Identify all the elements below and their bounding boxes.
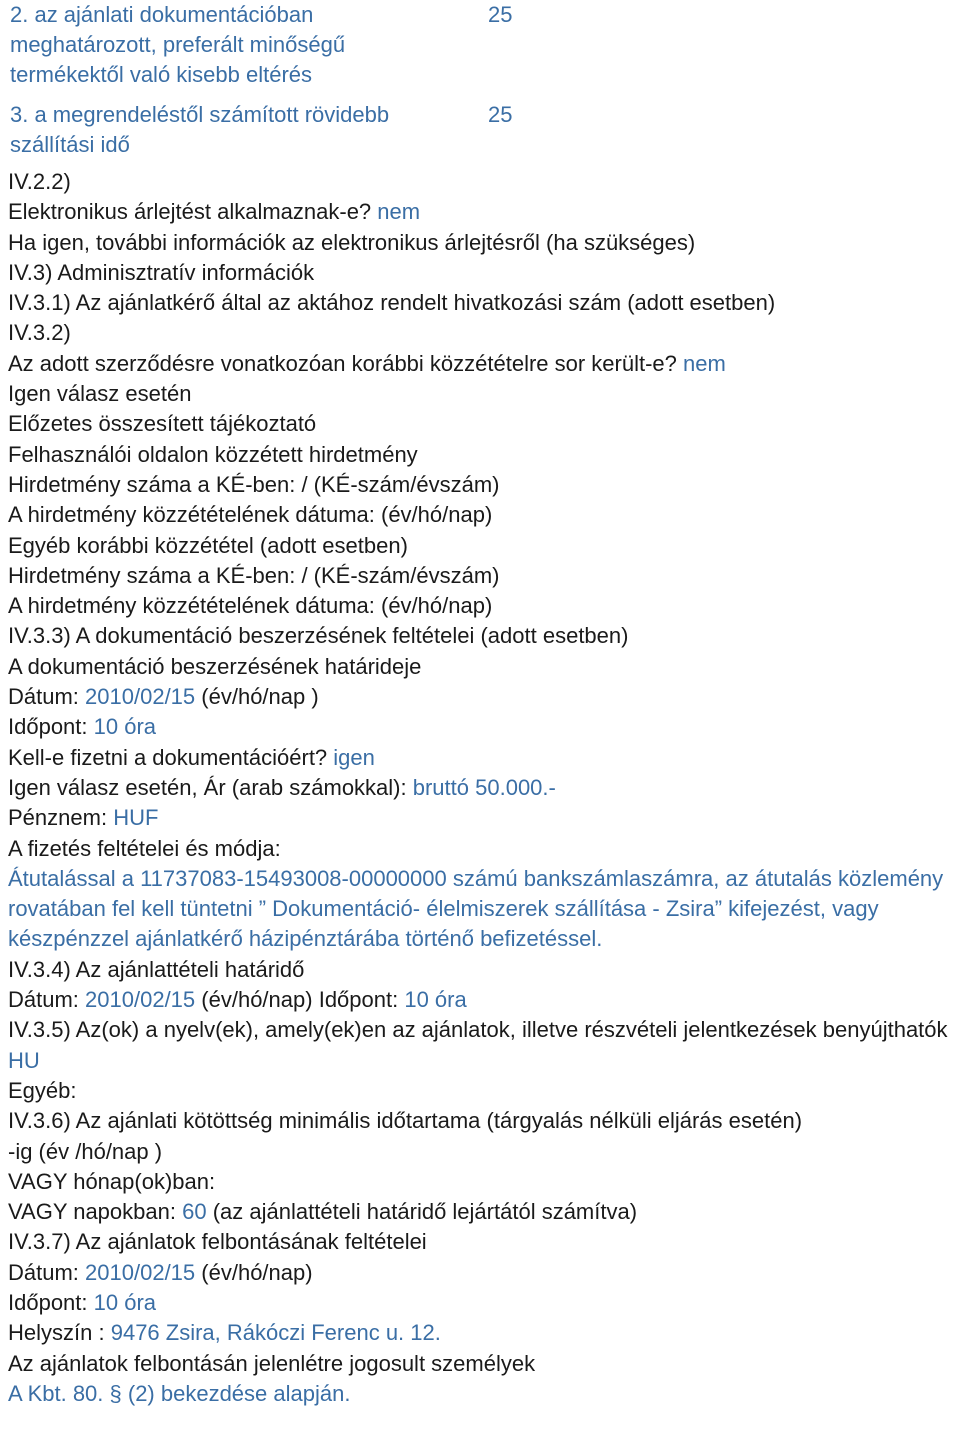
payment-terms: Átutalással a 11737083-15493008-00000000 számú bankszámlaszámra, az átutalás közlemény rovatában fel kell tüntetni ” Dokumentáció- élelmiszerek szállítása - Zsira” kifejezést, vagy készpénzzel ajánlatkérő házipénztárába történő befizetéssel. [8, 865, 944, 952]
text-line: Előzetes összesített tájékoztató [8, 411, 317, 437]
days-label: VAGY napokban: [8, 1199, 176, 1225]
place-value: 9476 Zsira, Rákóczi Ferenc u. 12. [110, 1320, 441, 1346]
date-format: (év/hó/nap) [201, 1259, 313, 1285]
date-label: Dátum: [8, 684, 79, 710]
date-value: 2010/02/15 [85, 684, 196, 710]
date-format: (év/hó/nap) [201, 987, 313, 1013]
document-body [8, 167, 958, 1409]
auction-question [8, 197, 958, 227]
text-line: -ig (év /hó/nap ) [8, 1138, 163, 1164]
date-format: (év/hó/nap ) [201, 684, 319, 710]
date-line [8, 1258, 958, 1288]
text-line: A dokumentáció beszerzésének határideje [8, 653, 422, 679]
auction-note: Ha igen, további információk az elektronikus árlejtésről (ha szükséges) [8, 229, 696, 255]
time-label: Időpont: [318, 987, 399, 1013]
criterion-weight: 25 [488, 102, 513, 127]
section-heading: IV.3.6) Az ajánlati kötöttség minimális időtartama (tárgyalás nélküli eljárás esetén) [8, 1108, 803, 1134]
text-line: A hirdetmény közzétételének dátuma: (év/hó/nap) [8, 502, 493, 528]
place-line [8, 1318, 958, 1348]
criterion-text: 3. a megrendeléstől számított rövidebb szállítási idő [10, 102, 390, 157]
text-line: Egyéb korábbi közzététel (adott esetben) [8, 532, 408, 558]
price-label: Igen válasz esetén, Ár (arab számokkal): [8, 774, 407, 800]
time-line [8, 1288, 958, 1318]
criterion-weight: 25 [488, 2, 513, 27]
language-value: HU [8, 1047, 40, 1073]
section-heading: IV.3.2) [8, 320, 71, 346]
section-heading: IV.3.5) Az(ok) a nyelv(ek), amely(ek)en az ajánlatok, illetve részvételi jelentkezések benyújthatók [8, 1017, 948, 1043]
text-line: Felhasználói oldalon közzétett hirdetmény [8, 441, 418, 467]
time-line [8, 712, 958, 742]
price-value: bruttó 50.000.- [412, 774, 556, 800]
answer-value: nem [377, 199, 421, 225]
criterion-text: 2. az ajánlati dokumentációban meghatározott, preferált minőségű termékektől való kisebb eltérés [10, 2, 346, 87]
section-heading: IV.3.1) Az ajánlatkérő által az aktához rendelt hivatkozási szám (adott esetben) [8, 290, 776, 316]
criterion-row [10, 100, 410, 160]
question-text: Elektronikus árlejtést alkalmaznak-e? [8, 199, 372, 225]
text-line: Hirdetmény száma a KÉ-ben: / (KÉ-szám/évszám) [8, 471, 500, 497]
price-line [8, 773, 958, 803]
text-line: VAGY hónap(ok)ban: [8, 1168, 216, 1194]
text-line: Hirdetmény száma a KÉ-ben: / (KÉ-szám/évszám) [8, 562, 500, 588]
currency-label: Pénznem: [8, 805, 108, 831]
date-value: 2010/02/15 [85, 987, 196, 1013]
text-line: Egyéb: [8, 1077, 77, 1103]
date-time-line [8, 985, 958, 1015]
persons-value: A Kbt. 80. § (2) bekezdése alapján. [8, 1380, 351, 1406]
currency-line [8, 803, 958, 833]
criterion-row [10, 0, 410, 90]
section-heading: IV.3.4) Az ajánlattételi határidő [8, 956, 305, 982]
time-value: 10 óra [93, 1289, 157, 1315]
date-value: 2010/02/15 [85, 1259, 196, 1285]
time-label: Időpont: [8, 1289, 88, 1315]
place-label: Helyszín : [8, 1320, 105, 1346]
text-line: Az ajánlatok felbontásán jelenlétre jogosult személyek [8, 1350, 536, 1376]
days-note: (az ajánlattételi határidő lejártától számítva) [212, 1199, 638, 1225]
answer-value: igen [333, 744, 375, 770]
prior-publication-question [8, 349, 958, 379]
text-line: A hirdetmény közzétételének dátuma: (év/hó/nap) [8, 593, 493, 619]
date-label: Dátum: [8, 987, 79, 1013]
payment-question [8, 743, 958, 773]
question-text: Az adott szerződésre vonatkozóan korábbi közzétételre sor került-e? [8, 350, 677, 376]
time-value: 10 óra [404, 987, 467, 1013]
section-heading: IV.2.2) [8, 169, 71, 194]
text-line: Igen válasz esetén [8, 381, 192, 407]
time-label: Időpont: [8, 714, 88, 740]
currency-value: HUF [113, 805, 159, 831]
days-value: 60 [182, 1199, 207, 1225]
date-line [8, 682, 958, 712]
date-label: Dátum: [8, 1259, 79, 1285]
days-line [8, 1197, 958, 1227]
text-line: A fizetés feltételei és módja: [8, 835, 281, 861]
time-value: 10 óra [93, 714, 157, 740]
answer-value: nem [683, 350, 726, 376]
question-text: Kell-e fizetni a dokumentációért? [8, 744, 328, 770]
section-heading: IV.3) Adminisztratív információk [8, 259, 315, 285]
section-heading: IV.3.3) A dokumentáció beszerzésének feltételei (adott esetben) [8, 623, 629, 649]
section-heading: IV.3.7) Az ajánlatok felbontásának feltételei [8, 1229, 427, 1255]
